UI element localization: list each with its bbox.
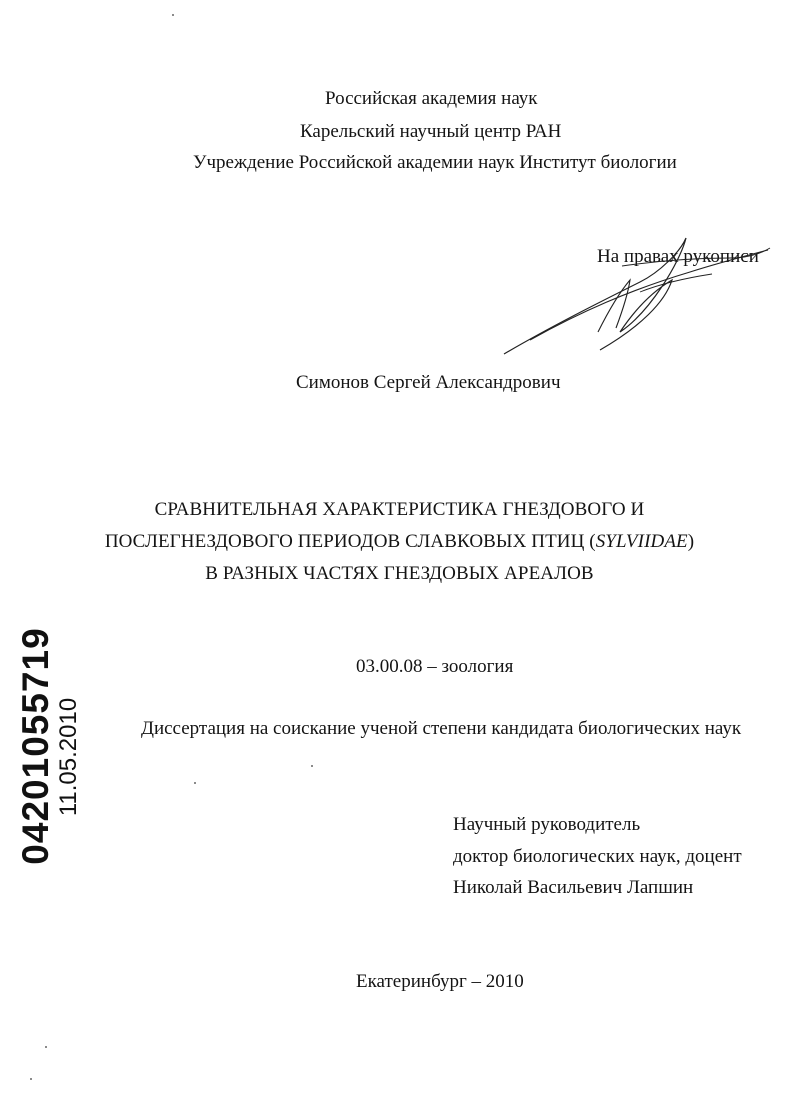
- handwritten-signature: [490, 232, 780, 362]
- supervisor-name: Николай Васильевич Лапшин: [453, 877, 694, 898]
- academy-name: Российская академия наук: [325, 88, 538, 109]
- scan-speck: [311, 765, 313, 767]
- scan-speck: [45, 1046, 47, 1048]
- scan-speck: [30, 1078, 32, 1080]
- dissertation-title-line-2: [0, 531, 799, 553]
- manuscript-rights-note: На правах рукописи: [597, 246, 759, 267]
- dissertation-title-line-1: СРАВНИТЕЛЬНАЯ ХАРАКТЕРИСТИКА ГНЕЗДОВОГО И: [154, 499, 645, 520]
- scan-speck: [172, 14, 174, 16]
- research-center-name: Карельский научный центр РАН: [300, 121, 562, 142]
- dissertation-title-line-3: В РАЗНЫХ ЧАСТЯХ ГНЕЗДОВЫХ АРЕАЛОВ: [205, 563, 594, 584]
- city-year: Екатеринбург – 2010: [356, 971, 524, 992]
- title-line-2-close: ): [687, 531, 695, 552]
- library-stamp-number: 04201055719: [15, 627, 56, 865]
- title-line-2-text: ПОСЛЕГНЕЗДОВОГО ПЕРИОДОВ СЛАВКОВЫХ ПТИЦ (: [104, 531, 596, 552]
- library-stamp-date: 11.05.2010: [55, 697, 82, 817]
- degree-statement: Диссертация на соискание ученой степени кандидата биологических наук: [141, 718, 742, 739]
- supervisor-degree: доктор биологических наук, доцент: [453, 846, 742, 867]
- author-name: Симонов Сергей Александрович: [296, 372, 561, 393]
- taxon-name: SYLVIIDAE: [595, 531, 688, 552]
- specialty-code: 03.00.08 – зоология: [356, 656, 514, 677]
- supervisor-label: Научный руководитель: [453, 814, 641, 835]
- scan-speck: [194, 782, 196, 784]
- institute-name: Учреждение Российской академии наук Институт биологии: [193, 152, 677, 173]
